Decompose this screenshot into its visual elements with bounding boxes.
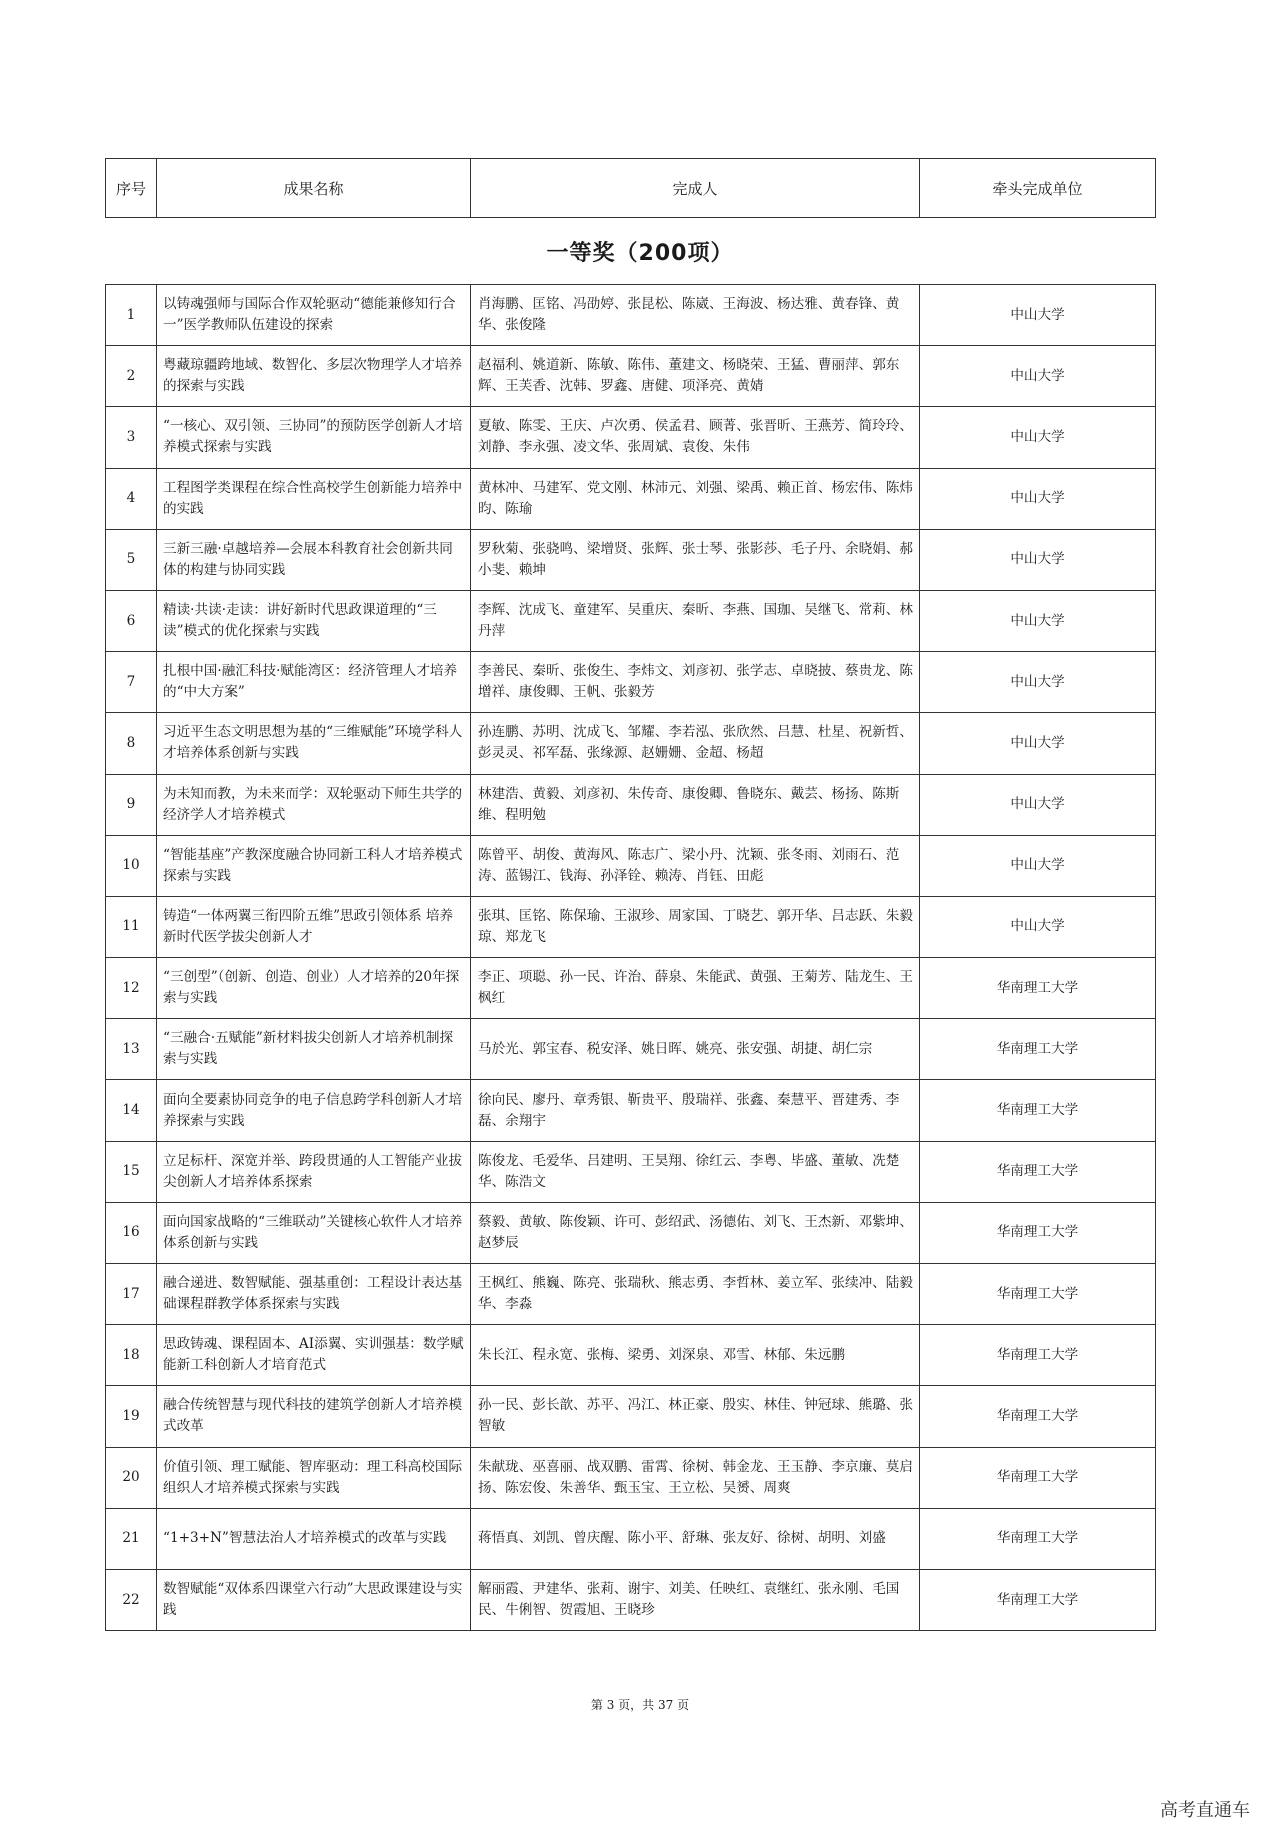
row-name: 数智赋能“双体系四课堂六行动”大思政课建设与实践 [157,1569,471,1630]
row-no: 20 [106,1447,157,1508]
table-row [106,1386,1156,1447]
row-name: “一核心、双引领、三协同”的预防医学创新人才培养模式探索与实践 [157,407,471,468]
row-no: 6 [106,590,157,651]
row-people: 黄林冲、马建军、党文刚、林沛元、刘强、梁禹、赖正首、杨宏伟、陈炜昀、陈瑜 [471,468,920,529]
row-unit: 华南理工大学 [920,1325,1156,1386]
table-row [106,1508,1156,1569]
row-name: “三创型”（创新、创造、创业）人才培养的20年探索与实践 [157,958,471,1019]
table-row [106,407,1156,468]
awards-table [105,284,1156,1631]
row-unit: 华南理工大学 [920,1202,1156,1263]
row-unit: 华南理工大学 [920,1264,1156,1325]
row-no: 14 [106,1080,157,1141]
row-people: 孙连鹏、苏明、沈成飞、邹耀、李若泓、张欣然、吕慧、杜星、祝新哲、彭灵灵、祁军磊、张缘源、赵姗姗、金超、杨超 [471,713,920,774]
row-no: 12 [106,958,157,1019]
table-row [106,590,1156,651]
table-row [106,1325,1156,1386]
table-row [106,958,1156,1019]
header-people: 完成人 [471,159,920,218]
table-row [106,835,1156,896]
row-name: 习近平生态文明思想为基的“三维赋能”环境学科人才培养体系创新与实践 [157,713,471,774]
header-no: 序号 [106,159,157,218]
row-no: 4 [106,468,157,529]
row-unit: 中山大学 [920,529,1156,590]
row-no: 21 [106,1508,157,1569]
page-footer: 第 3 页，共 37 页 [590,1698,690,1712]
row-name: 粤藏琼疆跨地域、数智化、多层次物理学人才培养的探索与实践 [157,346,471,407]
row-unit: 华南理工大学 [920,1569,1156,1630]
row-people: 解丽霞、尹建华、张莉、谢宇、刘美、任映红、袁继红、张永刚、毛国民、牛俐智、贺霞旭、王晓珍 [471,1569,920,1630]
row-name: 三新三融·卓越培养—会展本科教育社会创新共同体的构建与协同实践 [157,529,471,590]
row-people: 夏敏、陈雯、王庆、卢次勇、侯孟君、顾菁、张晋昕、王燕芳、简玲玲、刘静、李永强、凌文华、张周斌、袁俊、朱伟 [471,407,920,468]
section-title: 一等奖（200项） [546,241,734,266]
row-people: 李正、项聪、孙一民、许治、薛泉、朱能武、黄强、王菊芳、陆龙生、王枫红 [471,958,920,1019]
row-people: 张琪、匡铭、陈保瑜、王淑珍、周家国、丁晓艺、郭开华、吕志跃、朱毅琼、郑龙飞 [471,896,920,957]
row-no: 9 [106,774,157,835]
table-row [106,774,1156,835]
row-no: 3 [106,407,157,468]
row-name: 面向全要素协同竞争的电子信息跨学科创新人才培养探索与实践 [157,1080,471,1141]
row-people: 王枫红、熊巍、陈亮、张瑞秋、熊志勇、李哲林、姜立军、张续冲、陆毅华、李淼 [471,1264,920,1325]
row-people: 陈曾平、胡俊、黄海风、陈志广、梁小丹、沈颖、张冬雨、刘雨石、范涛、蓝锡江、钱海、孙泽铨、赖涛、肖钰、田彪 [471,835,920,896]
row-unit: 中山大学 [920,590,1156,651]
row-people: 马於光、郭宝春、税安泽、姚日晖、姚亮、张安强、胡捷、胡仁宗 [471,1019,920,1080]
row-name: 立足标杆、深宽并举、跨段贯通的人工智能产业拔尖创新人才培养体系探索 [157,1141,471,1202]
row-unit: 华南理工大学 [920,958,1156,1019]
table-row [106,1447,1156,1508]
row-people: 朱长江、程永宽、张梅、梁勇、刘深泉、邓雪、林郁、朱远鹏 [471,1325,920,1386]
row-no: 7 [106,652,157,713]
table-row [106,652,1156,713]
row-unit: 中山大学 [920,835,1156,896]
row-no: 1 [106,285,157,346]
table-row [106,896,1156,957]
row-people: 蔡毅、黄敏、陈俊颖、许可、彭绍武、汤德佑、刘飞、王杰新、邓紫坤、赵梦辰 [471,1202,920,1263]
row-people: 陈俊龙、毛爱华、吕建明、王昊翔、徐红云、李粤、毕盛、董敏、冼楚华、陈浩文 [471,1141,920,1202]
row-unit: 中山大学 [920,896,1156,957]
awards-table-body [106,285,1156,1631]
row-unit: 中山大学 [920,774,1156,835]
table-header [105,158,1156,218]
row-name: 扎根中国·融汇科技·赋能湾区：经济管理人才培养的“中大方案” [157,652,471,713]
table-row [106,1019,1156,1080]
row-no: 16 [106,1202,157,1263]
row-unit: 华南理工大学 [920,1141,1156,1202]
row-name: 精读·共读·走读：讲好新时代思政课道理的“三读”模式的优化探索与实践 [157,590,471,651]
header-name: 成果名称 [157,159,471,218]
row-unit: 中山大学 [920,652,1156,713]
row-no: 19 [106,1386,157,1447]
row-unit: 中山大学 [920,713,1156,774]
row-no: 10 [106,835,157,896]
table-row [106,1141,1156,1202]
row-unit: 中山大学 [920,407,1156,468]
row-people: 徐向民、廖丹、章秀银、靳贵平、殷瑞祥、张鑫、秦慧平、晋建秀、李磊、余翔宇 [471,1080,920,1141]
row-people: 罗秋菊、张骁鸣、梁增贤、张辉、张士琴、张影莎、毛子丹、余晓娟、郝小斐、赖坤 [471,529,920,590]
table-row [106,1264,1156,1325]
row-name: 面向国家战略的“三维联动”关键核心软件人才培养体系创新与实践 [157,1202,471,1263]
row-unit: 华南理工大学 [920,1080,1156,1141]
table-row [106,529,1156,590]
row-name: 融合递进、数智赋能、强基重创：工程设计表达基础课程群教学体系探索与实践 [157,1264,471,1325]
row-name: “智能基座”产教深度融合协同新工科人才培养模式探索与实践 [157,835,471,896]
row-no: 11 [106,896,157,957]
row-no: 18 [106,1325,157,1386]
row-name: “三融合·五赋能”新材料拔尖创新人才培养机制探索与实践 [157,1019,471,1080]
row-no: 22 [106,1569,157,1630]
row-name: “1+3+N”智慧法治人才培养模式的改革与实践 [157,1508,471,1569]
row-unit: 华南理工大学 [920,1447,1156,1508]
table-row [106,468,1156,529]
row-no: 2 [106,346,157,407]
row-people: 朱献珑、巫喜丽、战双鹏、雷霄、徐树、韩金龙、王玉静、李京廉、莫启扬、陈宏俊、朱善华、甄玉宝、王立松、吴赟、周爽 [471,1447,920,1508]
row-unit: 华南理工大学 [920,1386,1156,1447]
row-people: 赵福利、姚道新、陈敏、陈伟、董建文、杨晓荣、王猛、曹丽萍、郭东辉、王芙香、沈韩、罗鑫、唐健、项泽亮、黄婧 [471,346,920,407]
row-name: 以铸魂强师与国际合作双轮驱动“德能兼修知行合一”医学教师队伍建设的探索 [157,285,471,346]
table-row [106,1202,1156,1263]
row-people: 李善民、秦昕、张俊生、李炜文、刘彦初、张学志、卓晓披、蔡贵龙、陈增祥、康俊卿、王帆、张毅芳 [471,652,920,713]
table-row [106,1080,1156,1141]
row-name: 工程图学类课程在综合性高校学生创新能力培养中的实践 [157,468,471,529]
row-people: 肖海鹏、匡铭、冯劭婷、张昆松、陈崴、王海波、杨达雅、黄春锋、黄华、张俊隆 [471,285,920,346]
header-unit: 牵头完成单位 [920,159,1156,218]
row-no: 17 [106,1264,157,1325]
row-unit: 中山大学 [920,468,1156,529]
row-no: 15 [106,1141,157,1202]
table-row [106,285,1156,346]
row-name: 融合传统智慧与现代科技的建筑学创新人才培养模式改革 [157,1386,471,1447]
row-unit: 中山大学 [920,285,1156,346]
row-name: 为未知而教，为未来而学：双轮驱动下师生共学的经济学人才培养模式 [157,774,471,835]
row-people: 孙一民、彭长歆、苏平、冯江、林正豪、殷实、林佳、钟冠球、熊璐、张智敏 [471,1386,920,1447]
row-no: 8 [106,713,157,774]
table-row [106,1569,1156,1630]
row-unit: 华南理工大学 [920,1508,1156,1569]
row-people: 林建浩、黄毅、刘彦初、朱传奇、康俊卿、鲁晓东、戴芸、杨扬、陈斯维、程明勉 [471,774,920,835]
table-row [106,713,1156,774]
row-people: 蒋悟真、刘凯、曾庆醒、陈小平、舒琳、张友好、徐树、胡明、刘盛 [471,1508,920,1569]
header-row [106,159,1156,218]
row-no: 13 [106,1019,157,1080]
row-unit: 华南理工大学 [920,1019,1156,1080]
row-people: 李辉、沈成飞、童建军、吴重庆、秦昕、李燕、国珈、吴继飞、常莉、林丹萍 [471,590,920,651]
row-name: 思政铸魂、课程固本、AI添翼、实训强基：数学赋能新工科创新人才培育范式 [157,1325,471,1386]
watermark: 高考直通车 [1160,1800,1250,1821]
table-row [106,346,1156,407]
row-name: 铸造“一体两翼三衔四阶五维”思政引领体系 培养新时代医学拔尖创新人才 [157,896,471,957]
row-name: 价值引领、理工赋能、智库驱动：理工科高校国际组织人才培养模式探索与实践 [157,1447,471,1508]
row-no: 5 [106,529,157,590]
row-unit: 中山大学 [920,346,1156,407]
